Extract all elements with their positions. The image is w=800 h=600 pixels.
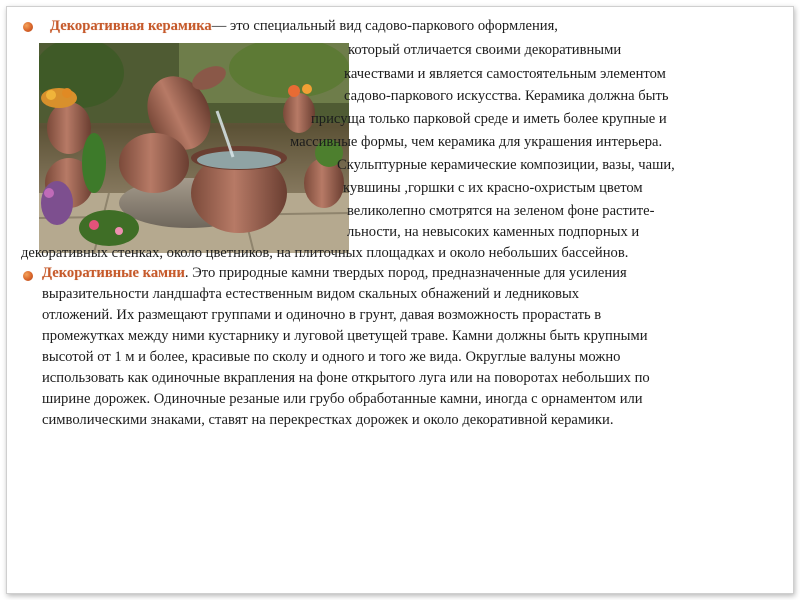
stones-text-7: символическими знаками, ставят на перекрестках дорожек и около декоративной керамики.: [42, 412, 614, 428]
slide: [6, 6, 794, 594]
paragraph-ceramics: [7, 7, 793, 267]
ceramics-text-2: качествами и является самостоятельным элементом: [344, 66, 666, 82]
ceramics-text-9: льности, на невысоких каменных подпорных и: [347, 224, 640, 240]
stones-text-0: [42, 264, 627, 284]
stones-text-1: выразительности ландшафта естественным видом скальных обнажений и ледниковых: [42, 286, 580, 302]
stones-text-3: промежутках между ними кустарнику и луговой цветущей траве. Камни должны быть крупными: [42, 328, 648, 344]
ceramics-text-0: — это специальный вид садово-паркового оформления,: [211, 18, 558, 34]
ceramics-text-10: декоративных стенках, около цветников, на плиточных площадках и около небольших бассейнов.: [21, 245, 629, 261]
paragraph-ceramics-line-1: [50, 17, 558, 37]
paragraph-stones: [42, 264, 787, 444]
ceramics-text-6: Скульптурные керамические композиции, вазы, чаши,: [337, 157, 675, 173]
stones-text-0-rest: . Это природные камни твердых пород, предназначенные для усиления: [184, 265, 627, 281]
ceramics-text-7: кувшины ,горшки с их красно-охристым цветом: [343, 180, 643, 196]
orange-bullet-icon: [23, 271, 33, 281]
term-decorative-stones: Декоративные камни: [42, 265, 185, 281]
ceramics-text-1: который отличается своими декоративными: [348, 42, 622, 58]
stones-text-6: ширине дорожек. Одиночные резаные или грубо обработанные камни, иногда с орнаментом или: [42, 391, 643, 407]
ceramics-text-3: садово-паркового искусства. Керамика должна быть: [344, 88, 669, 104]
ceramics-text-8: великолепно смотрятся на зеленом фоне растите-: [347, 203, 655, 219]
stones-text-2: отложений. Их размещают группами и одиночно в грунт, давая возможность прорастать в: [42, 307, 602, 323]
stones-text-4: высотой от 1 м и более, красивые по сколу и одного и того же вида. Округлые валуны можно: [42, 349, 621, 365]
ceramics-text-4: присуща только парковой среде и иметь более крупные и: [311, 111, 667, 127]
term-decorative-ceramics: Декоративная керамика: [50, 18, 212, 34]
stones-text-5: использовать как одиночные вкрапления на фоне открытого луга или на поворотах небольших по: [42, 370, 650, 386]
ceramics-text-5: массивные формы, чем керамика для украшения интерьера.: [290, 134, 663, 150]
